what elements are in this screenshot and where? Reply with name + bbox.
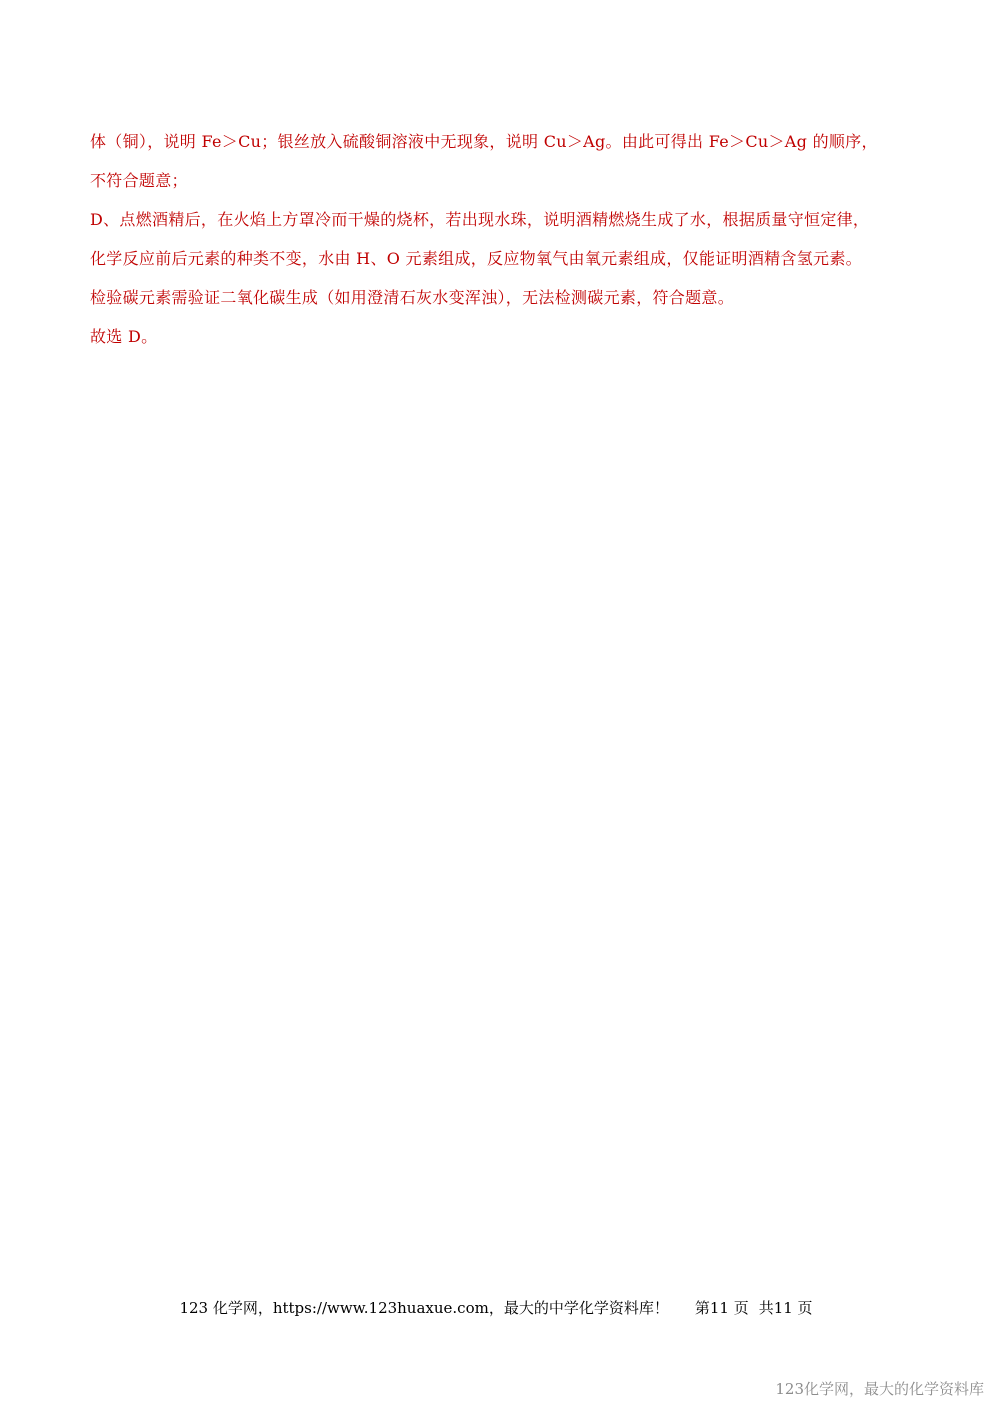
footer-site-text: 123 化学网，https://www.123huaxue.com，最大的中学化学资料库！ [179,1299,669,1317]
text-line: 检验碳元素需验证二氧化碳生成（如用澄清石灰水变浑浊），无法检测碳元素，符合题意。 [90,288,735,307]
answer-explanation [90,122,920,356]
watermark-text: 123化学网，最大的化学资料库 [775,1380,984,1398]
text-line: 体（铜），说明 Fe＞Cu；银丝放入硫酸铜溶液中无现象，说明 Cu＞Ag。由此可得出 Fe＞Cu＞Ag 的顺序， [90,132,878,151]
page-number-total: 共11 页 [758,1299,813,1317]
page-number-current: 第11 页 [694,1299,749,1317]
page-footer [0,1297,992,1318]
text-line: 化学反应前后元素的种类不变，水由 H、O 元素组成，反应物氧气由氧元素组成，仅能证明酒精含氢元素。 [90,249,862,268]
text-line: 故选 D。 [90,327,158,346]
text-line: 不符合题意； [90,171,188,190]
text-line: D、点燃酒精后，在火焰上方罩冷而干燥的烧杯，若出现水珠，说明酒精燃烧生成了水，根据质量守恒定律， [90,210,870,229]
